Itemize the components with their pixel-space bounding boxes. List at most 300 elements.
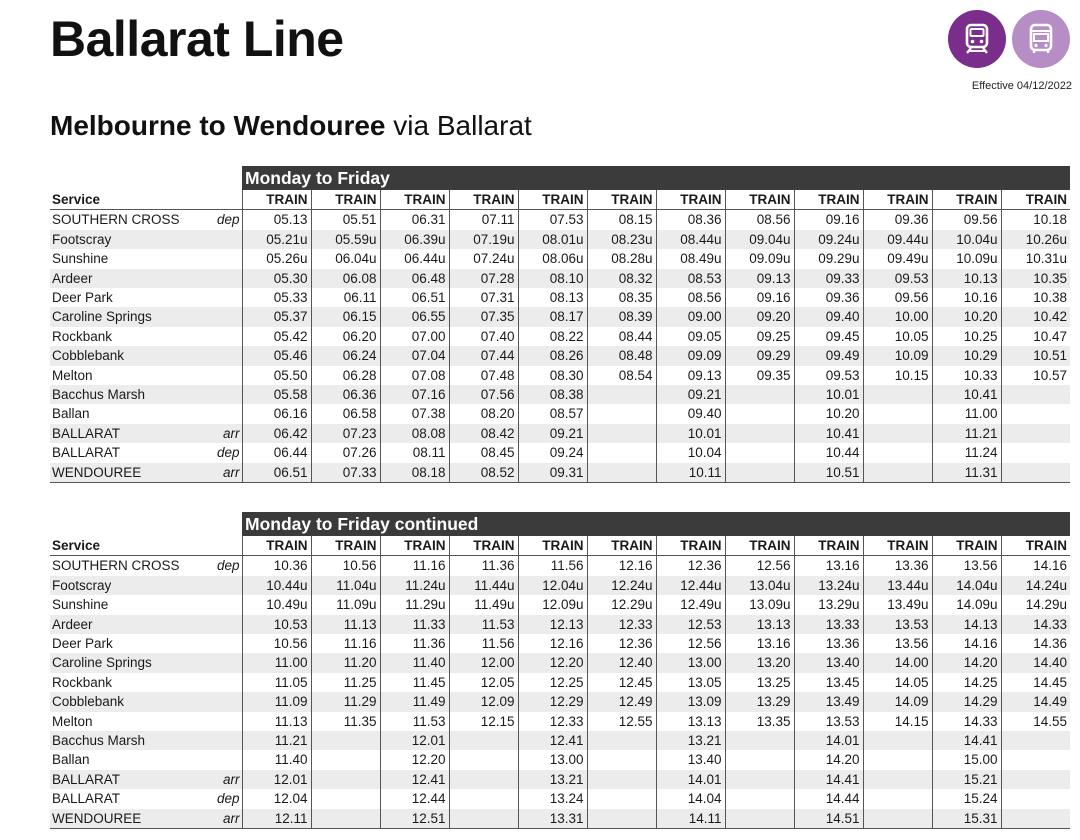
timetable-row bbox=[50, 673, 1070, 692]
departure-time: 12.16 bbox=[518, 634, 587, 653]
departure-time: 11.49 bbox=[380, 692, 449, 711]
arr-dep-tag: arr bbox=[190, 809, 242, 829]
departure-time: 10.04u bbox=[932, 230, 1001, 249]
departure-time: 10.25 bbox=[932, 327, 1001, 346]
departure-time: 08.54 bbox=[587, 366, 656, 385]
departure-time: 10.29 bbox=[932, 346, 1001, 365]
departure-time bbox=[863, 750, 932, 769]
arr-dep-tag: dep bbox=[190, 443, 242, 462]
departure-time: 09.40 bbox=[794, 307, 863, 326]
departure-time bbox=[587, 424, 656, 443]
departure-time bbox=[725, 404, 794, 423]
departure-time: 13.13 bbox=[725, 615, 794, 634]
timetable-heading: Monday to Friday bbox=[242, 166, 1070, 190]
timetable-row bbox=[50, 385, 1070, 404]
departure-time: 09.36 bbox=[794, 288, 863, 307]
departure-time bbox=[449, 789, 518, 808]
departure-time: 07.23 bbox=[311, 424, 380, 443]
service-type: TRAIN bbox=[242, 190, 311, 210]
stop-name: WENDOUREE bbox=[50, 463, 190, 483]
stop-name: Melton bbox=[52, 713, 93, 729]
departure-time: 12.00 bbox=[449, 653, 518, 672]
departure-time: 11.24 bbox=[932, 443, 1001, 462]
departure-time: 08.45 bbox=[449, 443, 518, 462]
departure-time: 07.56 bbox=[449, 385, 518, 404]
departure-time: 10.31u bbox=[1025, 251, 1067, 267]
departure-time bbox=[587, 809, 656, 829]
arr-dep-tag: arr bbox=[190, 424, 242, 443]
departure-time: 10.56 bbox=[242, 634, 311, 653]
service-type: TRAIN bbox=[725, 190, 794, 210]
stop-name: Rockbank bbox=[52, 674, 113, 690]
departure-time bbox=[1001, 770, 1070, 789]
departure-time: 08.56 bbox=[725, 210, 794, 230]
departure-time bbox=[587, 443, 656, 462]
departure-time: 09.56 bbox=[932, 210, 1001, 230]
arr-dep-tag bbox=[190, 673, 242, 692]
departure-time: 10.15 bbox=[863, 366, 932, 385]
departure-time: 11.20 bbox=[311, 653, 380, 672]
departure-time: 05.33 bbox=[242, 288, 311, 307]
departure-time bbox=[1001, 443, 1070, 462]
departure-time: 13.09 bbox=[656, 692, 725, 711]
departure-time: 13.25 bbox=[725, 673, 794, 692]
departure-time: 06.44u bbox=[380, 249, 449, 268]
departure-time: 12.16 bbox=[587, 556, 656, 576]
departure-time: 07.08 bbox=[380, 366, 449, 385]
timetable-heading: Monday to Friday continued bbox=[242, 512, 1070, 536]
departure-time: 13.09u bbox=[725, 595, 794, 614]
departure-time: 09.31 bbox=[518, 463, 587, 483]
departure-time: 05.13 bbox=[242, 210, 311, 230]
departure-time: 11.45 bbox=[380, 673, 449, 692]
departure-time: 12.33 bbox=[518, 712, 587, 731]
departure-time: 09.05 bbox=[656, 327, 725, 346]
departure-time: 14.29 bbox=[932, 692, 1001, 711]
departure-time: 13.13 bbox=[656, 712, 725, 731]
departure-time: 09.09u bbox=[725, 249, 794, 268]
departure-time: 13.56 bbox=[932, 556, 1001, 576]
departure-time: 09.29u bbox=[794, 249, 863, 268]
departure-time: 07.33 bbox=[311, 463, 380, 483]
departure-time: 09.44u bbox=[863, 230, 932, 249]
stop-name: Cobblebank bbox=[50, 692, 190, 711]
departure-time: 13.40 bbox=[794, 653, 863, 672]
departure-time: 13.33 bbox=[794, 615, 863, 634]
route-origin-destination: Melbourne to Wendouree bbox=[50, 110, 386, 141]
departure-time: 12.05 bbox=[449, 673, 518, 692]
departure-time bbox=[587, 463, 656, 483]
departure-time: 12.25 bbox=[518, 673, 587, 692]
departure-time: 09.56 bbox=[863, 288, 932, 307]
departure-time: 08.15 bbox=[587, 210, 656, 230]
timetable-monday-to-friday bbox=[50, 166, 1070, 483]
departure-time: 11.29u bbox=[380, 595, 449, 614]
route-subtitle bbox=[50, 110, 532, 142]
departure-time bbox=[1001, 731, 1070, 750]
departure-time: 12.49 bbox=[587, 692, 656, 711]
departure-time: 14.01 bbox=[656, 770, 725, 789]
departure-time: 07.00 bbox=[380, 327, 449, 346]
departure-time: 08.10 bbox=[518, 269, 587, 288]
band-spacer bbox=[50, 512, 242, 536]
mode-icons bbox=[948, 10, 1070, 68]
departure-time bbox=[863, 770, 932, 789]
departure-time bbox=[725, 385, 794, 404]
stop-name: SOUTHERN CROSS bbox=[52, 558, 180, 574]
departure-time: 12.01 bbox=[380, 731, 449, 750]
departure-time: 12.45 bbox=[587, 673, 656, 692]
departure-time: 07.26 bbox=[311, 443, 380, 462]
service-type: TRAIN bbox=[863, 190, 932, 210]
departure-time: 10.41 bbox=[794, 424, 863, 443]
departure-time: 09.25 bbox=[725, 327, 794, 346]
timetable-row bbox=[50, 307, 1070, 326]
departure-time bbox=[725, 789, 794, 808]
departure-time: 12.24u bbox=[587, 576, 656, 595]
timetable-row bbox=[50, 731, 1070, 750]
departure-time: 10.44u bbox=[242, 576, 311, 595]
departure-time: 06.58 bbox=[311, 404, 380, 423]
timetable-row bbox=[50, 712, 1070, 731]
departure-time: 14.36 bbox=[1033, 636, 1067, 652]
departure-time: 14.45 bbox=[1033, 674, 1067, 690]
stop-name: Ardeer bbox=[50, 269, 190, 288]
timetable-row bbox=[50, 653, 1070, 672]
stop-name: BALLARAT bbox=[50, 770, 190, 789]
departure-time bbox=[311, 750, 380, 769]
departure-time bbox=[311, 789, 380, 808]
departure-time bbox=[311, 731, 380, 750]
departure-time: 13.29 bbox=[725, 692, 794, 711]
service-type: TRAIN bbox=[1001, 536, 1070, 556]
departure-time: 08.17 bbox=[518, 307, 587, 326]
departure-time: 12.11 bbox=[242, 809, 311, 829]
departure-time: 13.29u bbox=[794, 595, 863, 614]
departure-time: 13.35 bbox=[725, 712, 794, 731]
departure-time: 11.25 bbox=[311, 673, 380, 692]
route-via: via Ballarat bbox=[385, 110, 532, 141]
service-tag-spacer bbox=[190, 536, 242, 556]
service-type: TRAIN bbox=[587, 536, 656, 556]
departure-time: 13.16 bbox=[725, 634, 794, 653]
stop-name: Deer Park bbox=[52, 636, 113, 652]
stop-name: BALLARAT bbox=[50, 424, 190, 443]
departure-time bbox=[863, 424, 932, 443]
departure-time: 12.33 bbox=[587, 615, 656, 634]
departure-time: 07.11 bbox=[449, 210, 518, 230]
timetable-row bbox=[50, 576, 1070, 595]
stop-name: Sunshine bbox=[52, 251, 109, 267]
departure-time: 14.41 bbox=[794, 770, 863, 789]
departure-time: 08.39 bbox=[587, 307, 656, 326]
timetable-row bbox=[50, 634, 1070, 653]
departure-time: 11.16 bbox=[311, 634, 380, 653]
departure-time: 12.04 bbox=[242, 789, 311, 808]
departure-time: 09.09 bbox=[656, 346, 725, 365]
service-type: TRAIN bbox=[242, 536, 311, 556]
departure-time: 05.51 bbox=[311, 210, 380, 230]
timetable-row bbox=[50, 404, 1070, 423]
departure-time: 05.46 bbox=[242, 346, 311, 365]
departure-time: 13.53 bbox=[863, 615, 932, 634]
departure-time: 10.38 bbox=[1033, 290, 1067, 306]
departure-time: 11.13 bbox=[311, 615, 380, 634]
service-type: TRAIN bbox=[449, 190, 518, 210]
departure-time: 05.30 bbox=[242, 269, 311, 288]
departure-time: 06.20 bbox=[311, 327, 380, 346]
departure-time: 14.51 bbox=[794, 809, 863, 829]
departure-time: 06.44 bbox=[242, 443, 311, 462]
departure-time: 12.01 bbox=[242, 770, 311, 789]
departure-time: 14.11 bbox=[656, 809, 725, 829]
departure-time: 10.41 bbox=[932, 385, 1001, 404]
departure-time: 08.44 bbox=[587, 327, 656, 346]
departure-time: 09.21 bbox=[518, 424, 587, 443]
departure-time: 08.28u bbox=[587, 249, 656, 268]
stop-name: Bacchus Marsh bbox=[50, 731, 190, 750]
departure-time: 12.04u bbox=[518, 576, 587, 595]
departure-time: 10.42 bbox=[1001, 307, 1070, 326]
departure-time: 07.44 bbox=[449, 346, 518, 365]
departure-time: 14.29u bbox=[1025, 597, 1067, 613]
arr-dep-tag bbox=[190, 576, 242, 595]
departure-time bbox=[1001, 463, 1070, 483]
departure-time: 08.44u bbox=[656, 230, 725, 249]
service-type: TRAIN bbox=[518, 536, 587, 556]
departure-time: 14.41 bbox=[932, 731, 1001, 750]
departure-time bbox=[725, 809, 794, 829]
departure-time: 11.05 bbox=[242, 673, 311, 692]
timetable-row bbox=[50, 230, 1070, 249]
timetable-row bbox=[50, 809, 1070, 829]
departure-time: 14.00 bbox=[863, 653, 932, 672]
timetable-row bbox=[50, 269, 1070, 288]
departure-time: 08.01u bbox=[518, 230, 587, 249]
departure-time: 08.06u bbox=[518, 249, 587, 268]
departure-time: 12.56 bbox=[656, 634, 725, 653]
departure-time: 13.16 bbox=[794, 556, 863, 576]
arr-dep-tag: dep bbox=[190, 789, 242, 808]
departure-time: 12.49u bbox=[656, 595, 725, 614]
departure-time: 10.20 bbox=[794, 404, 863, 423]
departure-time: 09.40 bbox=[656, 404, 725, 423]
timetable-row bbox=[50, 424, 1070, 443]
departure-time: 13.45 bbox=[794, 673, 863, 692]
departure-time: 07.38 bbox=[380, 404, 449, 423]
coach-icon bbox=[1012, 10, 1070, 68]
departure-time: 10.00 bbox=[863, 307, 932, 326]
departure-time: 12.13 bbox=[518, 615, 587, 634]
departure-time bbox=[449, 731, 518, 750]
departure-time: 09.16 bbox=[725, 288, 794, 307]
departure-time bbox=[863, 443, 932, 462]
departure-time: 14.33 bbox=[932, 712, 1001, 731]
departure-time: 13.44u bbox=[863, 576, 932, 595]
departure-time: 09.36 bbox=[863, 210, 932, 230]
departure-time: 12.51 bbox=[380, 809, 449, 829]
departure-time: 14.09 bbox=[863, 692, 932, 711]
departure-time: 12.20 bbox=[518, 653, 587, 672]
effective-date: Effective 04/12/2022 bbox=[971, 80, 1072, 92]
departure-time: 06.42 bbox=[242, 424, 311, 443]
departure-time: 12.09u bbox=[518, 595, 587, 614]
arr-dep-tag bbox=[190, 249, 242, 268]
departure-time: 10.35 bbox=[1001, 269, 1070, 288]
departure-time: 11.31 bbox=[932, 463, 1001, 483]
service-type: TRAIN bbox=[794, 190, 863, 210]
departure-time: 14.44 bbox=[794, 789, 863, 808]
stop-name: Bacchus Marsh bbox=[50, 385, 190, 404]
departure-time: 07.24u bbox=[449, 249, 518, 268]
departure-time: 13.00 bbox=[656, 653, 725, 672]
departure-time: 14.01 bbox=[794, 731, 863, 750]
departure-time: 12.41 bbox=[518, 731, 587, 750]
departure-time: 11.49u bbox=[449, 595, 518, 614]
departure-time: 14.09u bbox=[932, 595, 1001, 614]
departure-time: 10.01 bbox=[656, 424, 725, 443]
stop-name: Ballan bbox=[52, 752, 90, 768]
departure-time: 09.33 bbox=[794, 269, 863, 288]
departure-time bbox=[587, 385, 656, 404]
departure-time: 11.36 bbox=[380, 634, 449, 653]
departure-time: 13.21 bbox=[656, 731, 725, 750]
timetable-row bbox=[50, 692, 1070, 711]
departure-time: 10.49u bbox=[242, 595, 311, 614]
departure-time: 09.21 bbox=[656, 385, 725, 404]
stop-name: Ballan bbox=[52, 406, 90, 422]
departure-time bbox=[587, 750, 656, 769]
departure-time: 09.24u bbox=[794, 230, 863, 249]
page-title: Ballarat Line bbox=[50, 11, 344, 67]
departure-time: 06.28 bbox=[311, 366, 380, 385]
departure-time: 06.55 bbox=[380, 307, 449, 326]
stop-name: WENDOUREE bbox=[50, 809, 190, 829]
departure-time: 14.49 bbox=[1001, 692, 1070, 711]
departure-time: 08.26 bbox=[518, 346, 587, 365]
train-icon bbox=[948, 10, 1006, 68]
departure-time: 14.24u bbox=[1001, 576, 1070, 595]
stop-name: BALLARAT bbox=[52, 445, 121, 461]
departure-time: 14.04u bbox=[932, 576, 1001, 595]
departure-time: 14.55 bbox=[1033, 713, 1067, 729]
departure-time: 13.20 bbox=[725, 653, 794, 672]
timetable-row bbox=[50, 789, 1070, 808]
departure-time bbox=[587, 789, 656, 808]
departure-time: 12.53 bbox=[656, 615, 725, 634]
departure-time: 06.24 bbox=[311, 346, 380, 365]
departure-time: 11.16 bbox=[380, 556, 449, 576]
departure-time: 11.00 bbox=[242, 653, 311, 672]
departure-time: 15.24 bbox=[932, 789, 1001, 808]
departure-time: 06.31 bbox=[380, 210, 449, 230]
stop-name: Cobblebank bbox=[50, 346, 190, 365]
departure-time: 13.36 bbox=[863, 556, 932, 576]
departure-time: 12.44 bbox=[380, 789, 449, 808]
departure-time bbox=[1001, 385, 1070, 404]
departure-time: 13.24 bbox=[518, 789, 587, 808]
service-type: TRAIN bbox=[863, 536, 932, 556]
timetable-row bbox=[50, 615, 1070, 634]
departure-time bbox=[449, 809, 518, 829]
service-type: TRAIN bbox=[449, 536, 518, 556]
departure-time bbox=[1001, 424, 1070, 443]
departure-time: 06.08 bbox=[311, 269, 380, 288]
timetable-row bbox=[50, 346, 1070, 365]
departure-time: 14.40 bbox=[1001, 653, 1070, 672]
departure-time: 11.33 bbox=[380, 615, 449, 634]
stop-name: BALLARAT bbox=[52, 791, 121, 807]
departure-time: 10.51 bbox=[1001, 346, 1070, 365]
service-label: Service bbox=[50, 190, 190, 210]
departure-time bbox=[725, 770, 794, 789]
service-tag-spacer bbox=[190, 190, 242, 210]
departure-time: 13.31 bbox=[518, 809, 587, 829]
departure-time: 10.01 bbox=[794, 385, 863, 404]
arr-dep-tag: dep bbox=[190, 210, 242, 230]
departure-time: 09.13 bbox=[725, 269, 794, 288]
arr-dep-tag bbox=[190, 404, 242, 423]
departure-time: 10.57 bbox=[1033, 367, 1067, 383]
stop-name: Footscray bbox=[50, 230, 190, 249]
departure-time: 06.48 bbox=[380, 269, 449, 288]
departure-time: 08.57 bbox=[518, 404, 587, 423]
departure-time: 13.40 bbox=[656, 750, 725, 769]
arr-dep-tag bbox=[190, 731, 242, 750]
departure-time: 08.13 bbox=[518, 288, 587, 307]
departure-time bbox=[863, 463, 932, 483]
departure-time: 09.29 bbox=[725, 346, 794, 365]
service-type: TRAIN bbox=[311, 536, 380, 556]
departure-time: 09.20 bbox=[725, 307, 794, 326]
departure-time: 14.13 bbox=[932, 615, 1001, 634]
departure-time: 06.51 bbox=[242, 463, 311, 483]
departure-time: 06.36 bbox=[311, 385, 380, 404]
arr-dep-tag bbox=[190, 346, 242, 365]
arr-dep-tag bbox=[190, 712, 242, 731]
arr-dep-tag bbox=[190, 288, 242, 307]
departure-time: 12.09 bbox=[449, 692, 518, 711]
departure-time: 10.26u bbox=[1001, 230, 1070, 249]
arr-dep-tag: arr bbox=[190, 770, 242, 789]
arr-dep-tag bbox=[190, 653, 242, 672]
departure-time: 09.49 bbox=[794, 346, 863, 365]
departure-time bbox=[725, 443, 794, 462]
departure-time: 12.56 bbox=[725, 556, 794, 576]
departure-time: 05.59u bbox=[311, 230, 380, 249]
departure-time: 09.04u bbox=[725, 230, 794, 249]
band-spacer bbox=[50, 166, 242, 190]
departure-time: 07.53 bbox=[518, 210, 587, 230]
departure-time: 06.04u bbox=[311, 249, 380, 268]
departure-time: 10.20 bbox=[932, 307, 1001, 326]
departure-time: 12.20 bbox=[380, 750, 449, 769]
departure-time: 12.36 bbox=[587, 634, 656, 653]
timetable-monday-to-friday-continued bbox=[50, 512, 1070, 829]
departure-time: 10.05 bbox=[863, 327, 932, 346]
departure-time: 13.56 bbox=[863, 634, 932, 653]
departure-time: 08.56 bbox=[656, 288, 725, 307]
departure-time: 10.13 bbox=[932, 269, 1001, 288]
service-type: TRAIN bbox=[380, 536, 449, 556]
departure-time: 10.33 bbox=[932, 366, 1001, 385]
departure-time: 09.45 bbox=[794, 327, 863, 346]
service-type: TRAIN bbox=[518, 190, 587, 210]
service-type: TRAIN bbox=[380, 190, 449, 210]
service-type: TRAIN bbox=[656, 536, 725, 556]
departure-time: 13.21 bbox=[518, 770, 587, 789]
service-type: TRAIN bbox=[932, 190, 1001, 210]
